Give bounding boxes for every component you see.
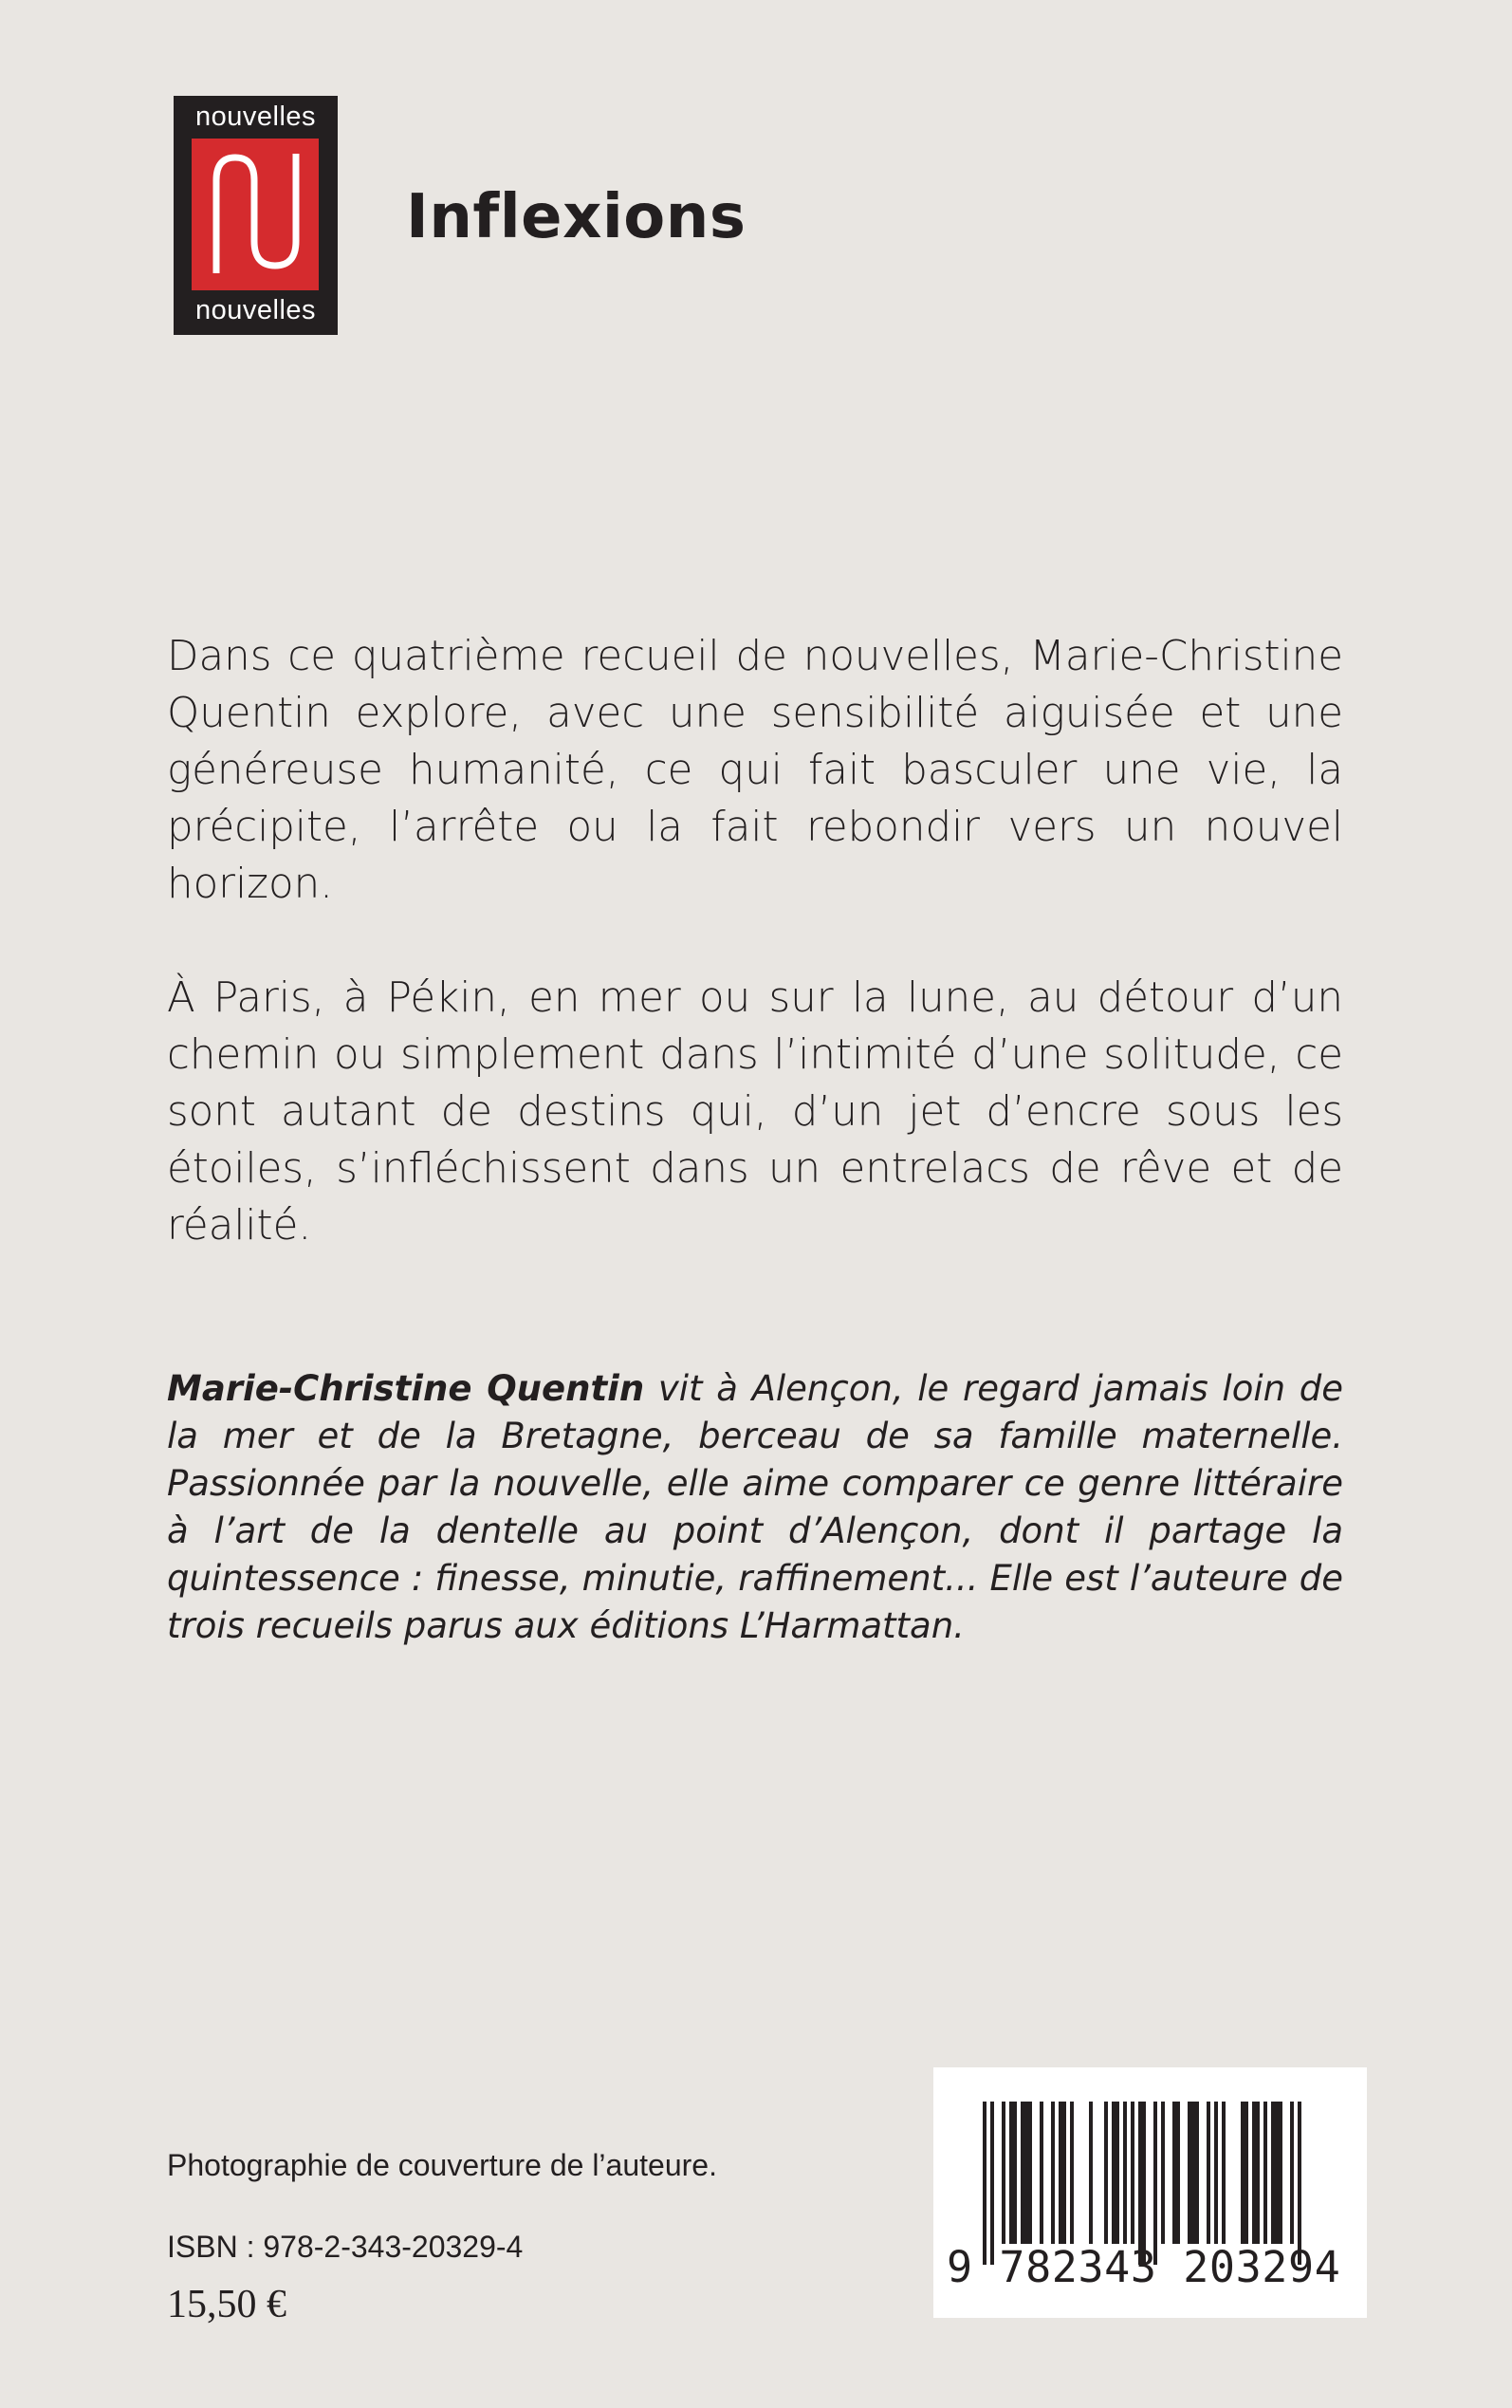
barcode-bar bbox=[983, 2102, 986, 2265]
barcode-bar bbox=[1298, 2102, 1301, 2265]
barcode-bar bbox=[1002, 2102, 1005, 2244]
author-bio bbox=[167, 1365, 1343, 1650]
barcode-bar bbox=[1161, 2102, 1165, 2244]
logo-top-label: nouvelles bbox=[194, 102, 317, 132]
author-bio-text: vit à Alençon, le regard jamais loin de la mer et de la Bretagne, berceau de sa famille maternelle. Passionnée par la nouvelle, elle aime comparer ce genre littéraire à l’art de la dentelle au point d’Alençon, dont il partage la quintessence : finesse, minutie, raffinement... Elle est l’auteure de trois recueils parus aux éditions L’Harmattan. bbox=[167, 1368, 1343, 1646]
isbn: ISBN : 978-2-343-20329-4 bbox=[167, 2230, 524, 2264]
barcode-bar bbox=[1089, 2102, 1093, 2244]
author-name: Marie-Christine Quentin bbox=[167, 1368, 645, 1409]
barcode-bar bbox=[1153, 2102, 1157, 2265]
barcode-bar bbox=[1252, 2102, 1260, 2244]
barcode-bar bbox=[1123, 2102, 1127, 2244]
barcode-bar bbox=[1104, 2102, 1108, 2244]
barcode-bar bbox=[1009, 2102, 1017, 2244]
price: 15,50 € bbox=[167, 2283, 286, 2326]
barcode bbox=[933, 2067, 1367, 2318]
photo-credit: Photographie de couverture de l’auteure. bbox=[167, 2148, 717, 2182]
barcode-bar bbox=[1222, 2102, 1226, 2244]
barcode-bar bbox=[1188, 2102, 1199, 2244]
barcode-bar bbox=[1021, 2102, 1032, 2244]
barcode-bar bbox=[1241, 2102, 1248, 2244]
logo-red-panel bbox=[192, 139, 319, 290]
barcode-bar bbox=[1138, 2102, 1146, 2265]
barcode-bar bbox=[1290, 2102, 1294, 2244]
nu-monogram-icon bbox=[192, 139, 319, 290]
barcode-bar bbox=[1214, 2102, 1218, 2244]
barcode-bar bbox=[1112, 2102, 1119, 2244]
barcode-bar bbox=[1040, 2102, 1043, 2244]
barcode-bar bbox=[1207, 2102, 1210, 2244]
summary-paragraph-1: Dans ce quatrième recueil de nouvelles, Marie-Christine Quentin explore, avec une sensibilité aiguisée et une généreuse humanité, ce qui fait basculer une vie, la précipite, l’arrête ou la fait rebondir vers un nouvel horizon. bbox=[167, 633, 1343, 908]
summary-paragraph-2: À Paris, à Pékin, en mer ou sur la lune, au détour d’un chemin ou simplement dans l’intimité d’une solitude, ce sont autant de destins qui, d’un jet d’encre sous les étoiles, s’infléchissent dans un entrelacs de rêve et de réalité. bbox=[167, 974, 1343, 1250]
barcode-bar bbox=[1059, 2102, 1066, 2244]
barcode-bar bbox=[990, 2102, 994, 2265]
barcode-bar bbox=[1051, 2102, 1055, 2244]
barcode-bar bbox=[1172, 2102, 1180, 2244]
barcode-digits: 9 782343 203294 bbox=[947, 2242, 1341, 2292]
barcode-bar bbox=[1131, 2102, 1134, 2244]
barcode-bar bbox=[1070, 2102, 1074, 2244]
publisher-logo bbox=[174, 96, 338, 335]
barcode-bar bbox=[1263, 2102, 1267, 2244]
series-title: Inflexions bbox=[406, 182, 747, 252]
summary bbox=[167, 628, 1343, 1254]
logo-bottom-label: nouvelles bbox=[194, 295, 317, 325]
barcode-bar bbox=[1271, 2102, 1282, 2244]
